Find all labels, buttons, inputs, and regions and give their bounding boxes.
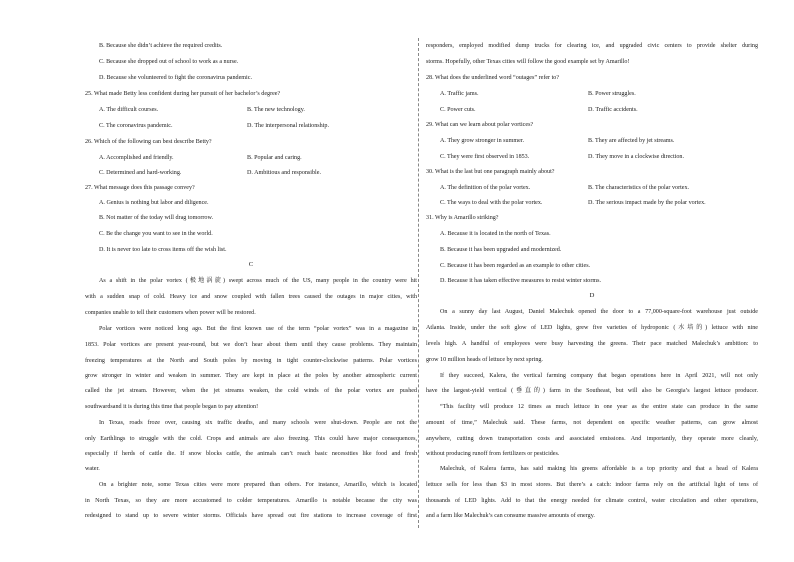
q30-stem: 30. What is the last but one paragraph mainly about? [426, 169, 555, 175]
q30-option-d: D. The serious impact made by the polar vortex. [588, 200, 706, 206]
q26-option-d: D. Ambitious and responsible. [247, 170, 321, 176]
c-continued-line-2: storms. Hopefully, other Texas cities will follow the good example set by Amarillo! [426, 59, 630, 65]
d-line-8: amount of time,” Malechuk said. These farms, not dependent on specific weather patterns, can grow almost [426, 420, 758, 426]
q27-option-d: D. It is never too late to cross items off the wish list. [99, 247, 227, 253]
c-line-9: southwardsand it is during this time that people began to pay attention! [85, 404, 259, 410]
c-line-14: On a brighter note, some Texas cities were more prepared than others. For instance, Amarillo, which is located [99, 482, 417, 488]
c-line-13: water. [85, 466, 100, 472]
q30-option-a: A. The definition of the polar vortex. [440, 185, 531, 191]
d-line-6: have the largest-yield vertical (垂直的) farm in the Southeast, but will also be Georgia’s largest lettuce producer. [426, 388, 758, 394]
q28-option-b: B. Power struggles. [588, 91, 636, 97]
q25-stem: 25. What made Betty less confident during her pursuit of her bachelor’s degree? [85, 91, 281, 97]
q26-option-a: A. Accomplished and friendly. [99, 155, 174, 161]
q27-option-a: A. Genius is nothing but labor and diligence. [99, 200, 209, 206]
q26-option-b: B. Popular and caring. [247, 155, 302, 161]
q27-option-c: C. Be the change you want to see in the world. [99, 231, 213, 237]
c-line-11: only Earthlings to struggle with the cold. Crops and animals are also freezing. This could have major consequences, [85, 436, 417, 442]
d-line-13: thousands of LED lights. Add to that the energy needed for climate control, water circulation and other operations, [426, 498, 758, 504]
d-line-11: Malechuk, of Kalera farms, has said making his greens affordable is a top priority and that a head of Kalera [440, 466, 758, 472]
q29-stem: 29. What can we learn about polar vortices? [426, 122, 534, 128]
q30-option-b: B. The characteristics of the polar vortex. [588, 185, 690, 191]
c-line-7: grow stronger in winter and weaken in summer. They are kept in place at the poles by another atmospheric current [85, 373, 417, 379]
q25-option-d: D. The interpersonal relationship. [247, 123, 329, 129]
q24-option-b: B. Because she didn’t achieve the required credits. [99, 43, 223, 49]
q31-option-c: C. Because it has been regarded as an example to other cities. [440, 263, 591, 269]
c-line-4: Polar vortices were noticed long ago. But the first known use of the term “polar vortex” was in a magazine in [99, 326, 417, 332]
c-line-16: redesigned to stand up to severe winter storms. Officials have spread out fire stations to increase coverage of first [85, 513, 417, 519]
q31-option-b: B. Because it has been upgraded and modernized. [440, 247, 562, 253]
q24-option-d: D. Because she volunteered to fight the coronavirus pandemic. [99, 75, 252, 81]
column-divider [418, 38, 419, 528]
c-line-10: In Texas, roads froze over, causing six traffic deaths, and many schools were shut-down. People are not the [99, 420, 417, 426]
d-line-4: grow 10 million heads of lettuce by next spring. [426, 357, 543, 363]
c-line-5: 1853. Polar vortices are present year-round, but we don’t hear about them until they cause problems. They maintain [85, 342, 417, 348]
c-line-8: called the jet stream. However, when the jet streams weaken, the cold winds of the polar vortex are pushed [85, 388, 417, 394]
q31-option-d: D. Because it has taken effective measures to resist winter storms. [440, 278, 601, 284]
c-line-3: companies unable to tell their customers when power will be restored. [85, 310, 256, 316]
q29-option-d: D. They move in a clockwise direction. [588, 154, 685, 160]
c-line-2: with a sudden snap of cold. Heavy ice and snow coupled with fallen trees caused the outages in major cities, with [85, 294, 417, 300]
d-line-9: anywhere, cutting down transportation costs and associated emissions. And importantly, they operate more cleanly, [426, 436, 758, 442]
q25-option-a: A. The difficult courses. [99, 107, 159, 113]
c-line-1: As a shift in the polar vortex (极地涡旋) swept across much of the US, many people in the country were hit [99, 278, 417, 284]
q24-option-c: C. Because she dropped out of school to work as a nurse. [99, 59, 239, 65]
d-line-5: If they succeed, Kalera, the vertical farming company that began operations here in April 2021, will not only [440, 373, 758, 379]
q31-option-a: A. Because it is located in the north of Texas. [440, 231, 551, 237]
d-line-10: without producing runoff from fertilizers or pesticides. [426, 451, 560, 457]
c-line-15: in North Texas, so they are more accustomed to colder temperatures. Amarillo is notable because the city was [85, 498, 417, 504]
c-continued-line-1: responders, employed modified dump trucks for clearing ice, and upgraded civic centers to provide shelter during [426, 43, 758, 49]
q25-option-b: B. The new technology. [247, 107, 305, 113]
d-line-2: Atlanta. Inside, under the soft glow of LED lights, grew five varieties of hydroponic (水培的) lettuce with nine [426, 325, 758, 331]
q28-option-a: A. Traffic jams. [440, 91, 479, 97]
q28-option-c: C. Power cuts. [440, 107, 476, 113]
q27-stem: 27. What message does this passage convey? [85, 185, 195, 191]
q28-stem: 28. What does the underlined word “outages” refer to? [426, 75, 560, 81]
c-line-12: especially if herds of cattle die. If snow blocks cattle, the animals can’t reach basic necessities like food and fresh [85, 451, 417, 457]
q26-option-c: C. Determined and hard-working. [99, 170, 182, 176]
d-line-7: “This facility will produce 12 times as much lettuce in one year as the entire state can produce in the same [440, 404, 758, 410]
q29-option-a: A. They grow stronger in summer. [440, 138, 525, 144]
d-line-1: On a sunny day last August, Daniel Malechuk opened the door to a 77,000-square-foot warehouse just outside [440, 309, 758, 315]
q30-option-c: C. The ways to deal with the polar vortex. [440, 200, 543, 206]
q26-stem: 26. Which of the following can best describe Betty? [85, 139, 212, 145]
q31-stem: 31. Why is Amarillo striking? [426, 215, 499, 221]
section-d-heading: D [589, 292, 595, 299]
d-line-3: levels high. A handful of employees were busy harvesting the greens. Their pace matched Malechuk’s ambition: to [426, 341, 758, 347]
q29-option-b: B. They are affected by jet streams. [588, 138, 675, 144]
d-line-12: lettuce sells for less than $3 in most stores. But there’s a catch: indoor farms rely on the artificial light of tens of [426, 482, 758, 488]
q27-option-b: B. Not matter of the today will drag tomorrow. [99, 215, 214, 221]
d-line-14: and a farm like Malechuk’s can consume massive amounts of energy. [426, 513, 595, 519]
c-line-6: freezing temperatures at the North and South poles by moving in tight counter-clockwise patterns. Polar vortices [85, 358, 417, 364]
q29-option-c: C. They were first observed in 1853. [440, 154, 530, 160]
section-c-heading: C [248, 261, 254, 268]
q25-option-c: C. The coronavirus pandemic. [99, 123, 173, 129]
q28-option-d: D. Traffic accidents. [588, 107, 638, 113]
